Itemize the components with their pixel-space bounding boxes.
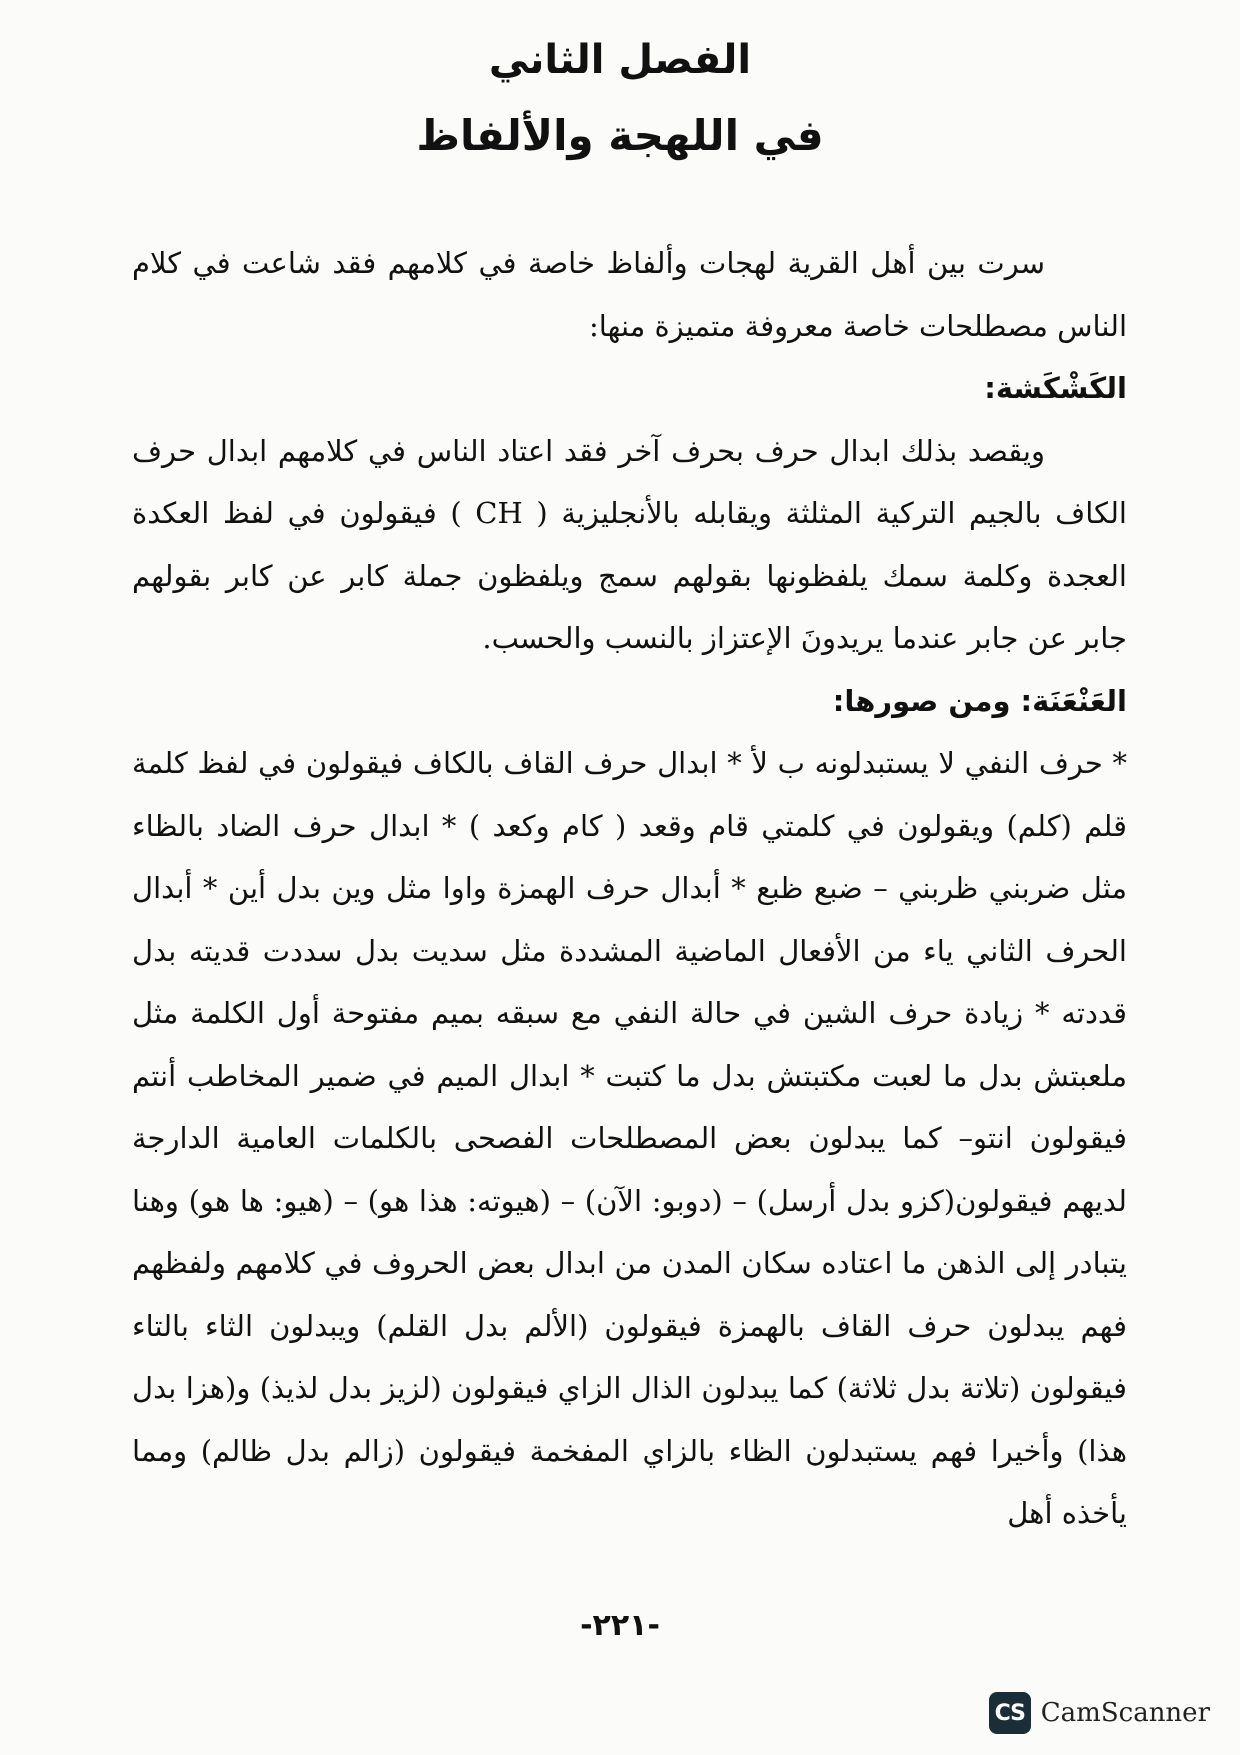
section-heading-anana: العَنْعَنَة: ومن صورها: <box>832 683 1127 718</box>
body-text <box>132 232 1127 1545</box>
page-number: -٢٢١- <box>580 1608 660 1643</box>
camscanner-watermark <box>989 1692 1210 1734</box>
camscanner-brand-text: CamScanner <box>1040 1698 1210 1728</box>
camscanner-logo-icon: CS <box>989 1692 1031 1734</box>
intro-paragraph: سرت بين أهل القرية لهجات وألفاظ خاصة في كلامهم فقد شاعت في كلام الناس مصطلحات خاصة معروفة متميزة منها: <box>132 246 1127 343</box>
chapter-header <box>0 30 1240 168</box>
section-heading-kashkasha: الكَشْكَشة: <box>984 371 1127 405</box>
chapter-title: الفصل الثاني <box>488 37 752 83</box>
anana-paragraph: * حرف النفي لا يستبدلونه ب لأ * ابدال حرف القاف بالكاف فيقولون في لفظ كلمة قلم (كلم) ويقولون في كلمتي قام وقعد ( كام وكعد ) * ابدال حرف الضاد بالظاء مثل ضربني ظربني – ضبع ظبع * أبدال حرف الهمزة واوا مثل وين بدل أين * أبدال الحرف الثاني ياء من الأفعال الماضية المشددة مثل سديت بدل سددت قديته بدل قددته * زيادة حرف الشين في حالة النفي مع سبقه بميم مفتوحة أول الكلمة مثل ملعبتش بدل ما لعبت مكتبتش بدل ما كتبت * ابدال الميم في ضمير المخاطب أنتم فيقولون انتو– كما يبدلون بعض المصطلحات الفصحى بالكلمات العامية الدارجة لديهم فيقولون(كزو بدل أرسل) – (دوبو: الآن) – (هيوته: هذا هو) – (هيو: ها هو) وهنا يتبادر إلى الذهن ما اعتاده سكان المدن من ابدال بعض الحروف في كلامهم ولفظهم فهم يبدلون حرف القاف بالهمزة فيقولون (الألم بدل القلم) ويبدلون الثاء بالتاء فيقولون (تلاتة بدل ثلاثة) كما يبدلون الذال الزاي فيقولون (لزيز بدل لذيذ) و(هزا بدل هذا) وأخيرا فهم يستبدلون الظاء بالزاي المفخمة فيقولون (زالم بدل ظالم) ومما يأخذه أهل <box>132 746 1127 1530</box>
chapter-subtitle: في اللهجة والألفاظ <box>416 111 824 160</box>
kashkasha-paragraph: ويقصد بذلك ابدال حرف بحرف آخر فقد اعتاد الناس في كلامهم ابدال حرف الكاف بالجيم التركية المثلثة ويقابله بالأنجليزية ( CH ) فيقولون في لفظ العكدة العجدة وكلمة سمك يلفظونها بقولهم سمج ويلفظون جملة كابر عن كابر بقولهم جابر عن جابر عندما يريدونَ الإعتزاز بالنسب والحسب. <box>132 433 1127 655</box>
